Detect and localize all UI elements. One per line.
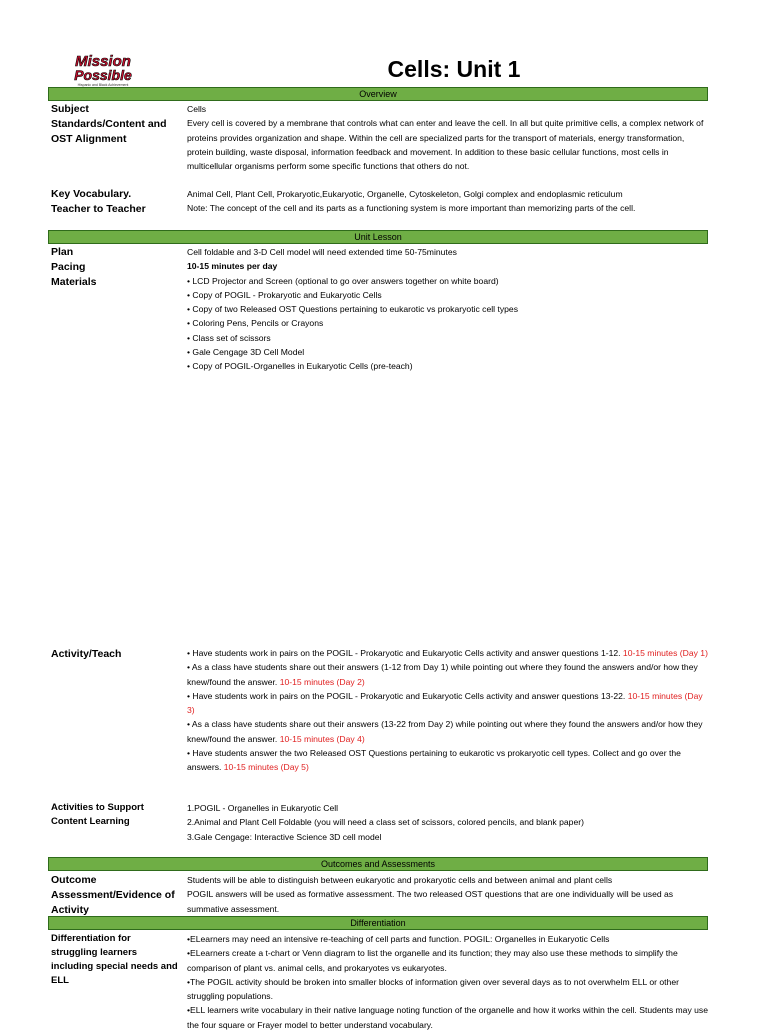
list-item: • As a class have students share out their answers (13-22 from Day 2) while pointing out where they found the answers and/or how they knew/found the answer. 10-15 minutes (Day 4) <box>187 719 703 744</box>
list-item: • Have students answer the two Released OST Questions pertaining to eukarotic vs prokaryotic cell types. Collect and go over the answers. 10-15 minutes (Day 5) <box>187 748 681 773</box>
activity-label: Activity/Teach <box>51 648 122 660</box>
overview-text: Cells Every cell is covered by a membrane that controls what can enter and leave the cell. In all but quite primitive cells, a complex network of proteins provides organization and shape. Within the cell are specialized parts for the transport of materials, energy transformation, protein building, waste disposal, information feedback and movement. In addition to these basic cellular functions, most cells in multicellular organisms perform some specific functions that others do not. <box>187 104 704 172</box>
section-bar-unit-lesson: Unit Lesson <box>48 230 708 244</box>
list-item: 3.Gale Cengage: Interactive Science 3D cell model <box>187 831 382 842</box>
outcome-text: Students will be able to distinguish between eukaryotic and prokaryotic cells and between animal and plant cells POGIL answers will be used as formative assessment. The two released OST questions that are one individually will be used as summative assessment. <box>187 875 674 914</box>
differentiation-list <box>187 932 712 1032</box>
list-item: • Class set of scissors <box>187 332 271 343</box>
list-item: • Gale Cengage 3D Cell Model <box>187 347 305 358</box>
list-item: • Copy of two Released OST Questions pertaining to eukarotic vs prokaryotic cell types <box>187 304 519 315</box>
page-title: Cells: Unit 1 <box>387 56 521 82</box>
list-item: • LCD Projector and Screen (optional to go over answers together on white board) <box>187 275 499 286</box>
list-item: • Copy of POGIL-Organelles in Eukaryotic Cells (pre-teach) <box>187 361 413 372</box>
list-item: 1.POGIL - Organelles in Eukaryotic Cell <box>187 803 339 813</box>
vocab-label: Key Vocabulary. Teacher to Teacher <box>51 188 146 215</box>
section-bar-overview: Overview <box>48 87 708 101</box>
list-item: • Have students work in pairs on the POGIL - Prokaryotic and Eukaryotic Cells activity and answer questions 1-12. 10-15 minutes (Day 1) <box>187 648 708 658</box>
plan-text: Cell foldable and 3-D Cell model will need extended time 50-75minutes 10-15 minutes per day • LCD Projector and Screen (optional to go over answers together on white board) • Copy of POGIL - Prokaryotic and Eukaryotic Cells • Copy of two Released OST Questions pertaining to eukarotic vs prokaryotic cell types • Coloring Pens, Pencils or Crayons • Class set of scissors • Gale Cengage 3D Cell Model • Copy of POGIL-Organelles in Eukaryotic Cells (pre-teach) <box>187 245 712 374</box>
support-label: Activities to Support Content Learning <box>51 802 144 827</box>
svg-text:Possible: Possible <box>74 67 132 83</box>
list-item: • Coloring Pens, Pencils or Crayons <box>187 318 324 329</box>
section-bar-differentiation: Differentiation <box>48 916 708 930</box>
list-item: •The POGIL activity should be broken into smaller blocks of information given over several days as to not overwhelm ELL or other struggling populations. <box>187 976 679 1002</box>
differentiation-label: Differentiation for struggling learners including special needs and ELL <box>51 933 178 986</box>
plan-label: Plan Pacing Materials <box>51 246 97 288</box>
materials-list <box>187 274 712 374</box>
svg-text:Hispanic and Black Achievement: Hispanic and Black Achievement <box>77 83 129 87</box>
activity-list <box>187 646 712 775</box>
list-item: •ELL learners write vocabulary in their native language noting function of the organelle and how it works within the cell. Students may use the four square or Frayer model to better understand vocabulary. <box>187 1005 709 1030</box>
svg-text:Mission: Mission <box>75 53 131 70</box>
list-item: • Have students work in pairs on the POGIL - Prokaryotic and Eukaryotic Cells activity and answer questions 13-22. 10-15 minutes (Day 3) <box>187 690 703 716</box>
vocab-text: Animal Cell, Plant Cell, Prokaryotic,Eukaryotic, Organelle, Cytoskeleton, Golgi complex and endoplasmic reticulum Note: The concept of the cell and its parts as a functioning system is more important than memorizing parts of the cell. <box>187 189 636 214</box>
support-list <box>187 801 712 844</box>
section-bar-outcomes: Outcomes and Assessments <box>48 857 708 871</box>
outcome-label: Outcome Assessment/Evidence of Activity <box>51 874 175 916</box>
subject-label: Subject Standards/Content and OST Alignment <box>51 103 167 145</box>
list-item: 2.Animal and Plant Cell Foldable (you will need a class set of scissors, colored pencils, and blank paper) <box>187 817 584 828</box>
list-item: •ELearners create a t-chart or Venn diagram to list the organelle and its function; they may also use these methods to simplify the comparison of plant vs. animal cells, and prokaryotes vs eukaryotes. <box>187 948 678 973</box>
list-item: • Copy of POGIL - Prokaryotic and Eukaryotic Cells <box>187 289 382 300</box>
list-item: •ELearners may need an intensive re-teaching of cell parts and function. POGIL: Organelles in Eukaryotic Cells <box>187 934 610 944</box>
list-item: • As a class have students share out their answers (1-12 from Day 1) while pointing out where they found the answers and/or how they knew/found the answer. 10-15 minutes (Day 2) <box>187 662 698 687</box>
